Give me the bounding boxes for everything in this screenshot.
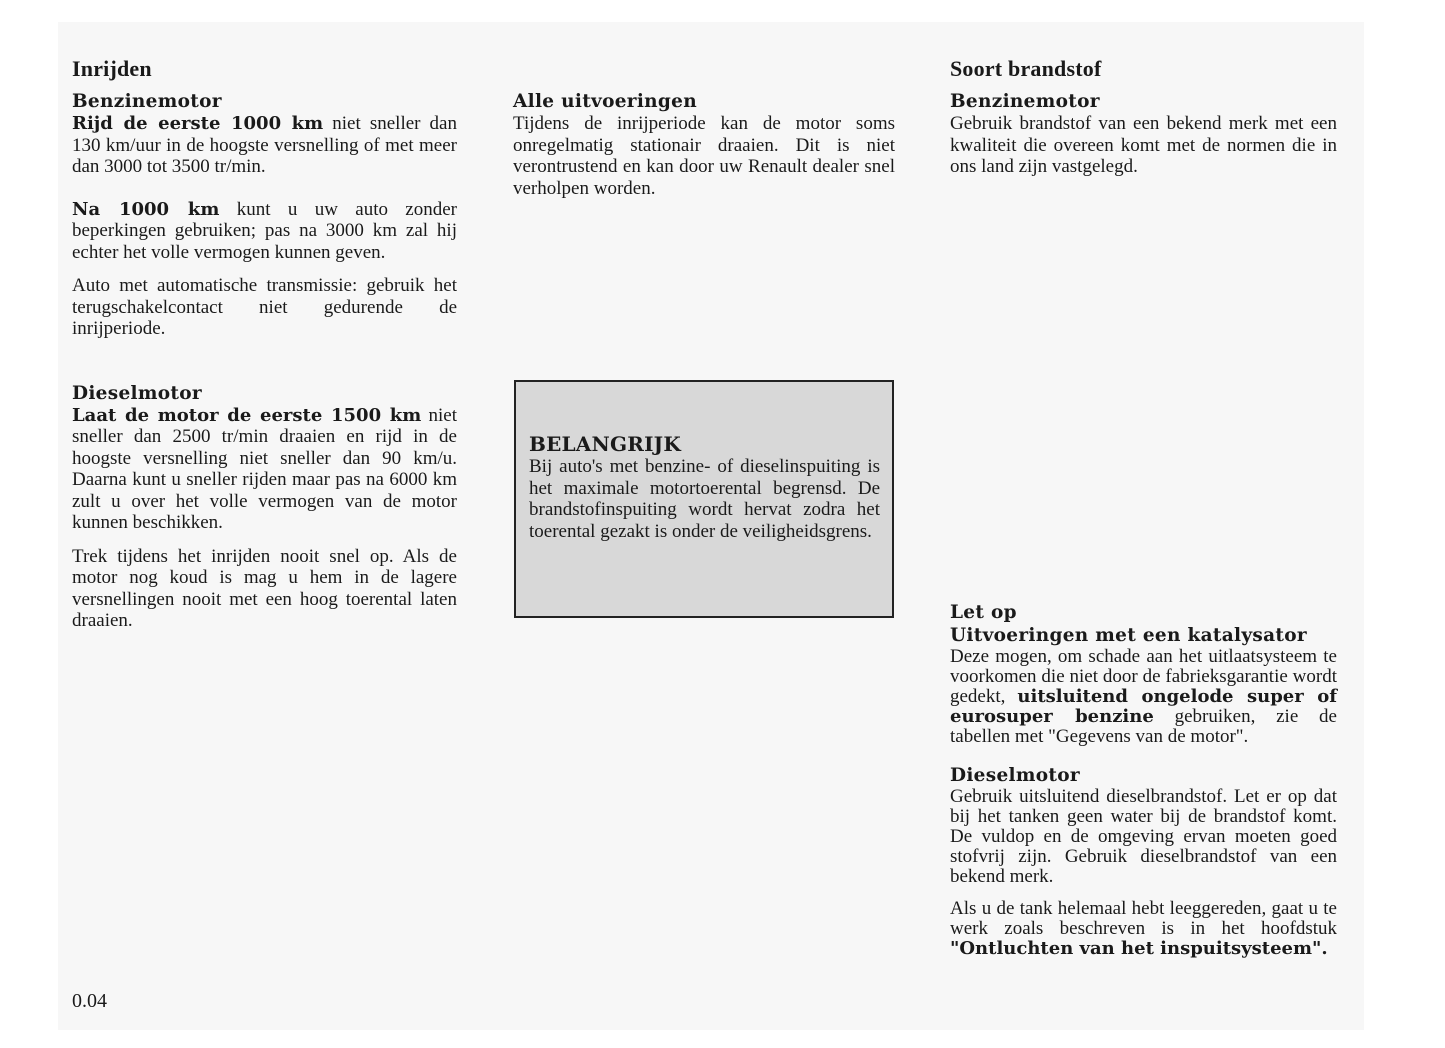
section-title-running-in: Inrijden	[72, 56, 152, 81]
catalyst-versions-heading: Uitvoeringen met een katalysator	[950, 625, 1307, 646]
paragraph-text: Deze mogen, om schade aan het uitlaatsysteem te voorkomen die niet door de fabrieksgarantie wordt gedekt,	[950, 646, 1337, 707]
petrol-running-in-paragraph	[72, 113, 457, 178]
diesel-running-in-paragraph	[72, 405, 457, 534]
all-versions-paragraph: Tijdens de inrijperiode kan de motor soms onregelmatig stationair draaien. Dit is niet verontrustend en kan door uw Renault dealer snel verholpen worden.	[513, 113, 895, 199]
middle-column	[513, 90, 895, 199]
right-column-bottom	[950, 601, 1337, 959]
important-note-text: Bij auto's met benzine- of dieselinspuiting is het maximale motortoerental begrensd. De brandstofinspuiting wordt hervat zodra het toerental gezakt is onder de veiligheidsgrens.	[529, 456, 880, 542]
diesel-fuel-paragraph: Gebruik uitsluitend dieselbrandstof. Let er op dat bij het tanken geen water bij de brandstof komt. De vuldop en de omgeving ervan moeten goed stofvrij zijn. Gebruik dieselbrandstof van een bekend merk.	[950, 786, 1337, 887]
right-column-top	[950, 56, 1337, 178]
petrol-engine-heading: Benzinemotor	[950, 91, 1100, 112]
all-versions-heading: Alle uitvoeringen	[513, 91, 697, 112]
after-1000km-paragraph	[72, 199, 457, 264]
diesel-engine-heading: Dieselmotor	[950, 765, 1080, 786]
important-note-box	[514, 380, 894, 618]
bold-phrase: Rijd de eerste 1000 km	[72, 113, 324, 134]
acceleration-warning-paragraph: Trek tijdens het inrijden nooit snel op. Als de motor nog koud is mag u hem in de lagere versnellingen nooit met een hoog toerental laten draaien.	[72, 545, 457, 631]
paragraph-text: niet sneller dan 130 km/uur in de hoogste versnelling of met meer dan 3000 tot 3500 tr/min.	[72, 113, 457, 177]
automatic-transmission-paragraph: Auto met automatische transmissie: gebruik het terugschakelcontact niet gedurende de inrijperiode.	[72, 275, 457, 339]
bold-phrase: Laat de motor de eerste 1500 km	[72, 404, 422, 426]
page-number: 0.04	[72, 990, 107, 1012]
catalyst-fuel-paragraph	[950, 647, 1337, 747]
bold-phrase: Na 1000 km	[72, 198, 220, 220]
section-title-fuel-type: Soort brandstof	[950, 56, 1102, 81]
paragraph-text: kunt u uw auto zonder beperkingen gebruiken; pas na 3000 km zal hij echter het volle vermogen kunnen geven.	[72, 198, 458, 263]
paragraph-text: Als u de tank helemaal hebt leeggereden, gaat u te werk zoals beschreven is in het hoofdstuk	[950, 898, 1337, 939]
bold-phrase: "Ontluchten van het inspuitsysteem".	[950, 938, 1328, 959]
paragraph-text: niet sneller dan 2500 tr/min draaien en rijd in de hoogste versnelling niet sneller dan 90 km/u. Daarna kunt u sneller rijden maar pas na 6000 km zult u over het volle vermogen van de motor kunnen beschikken.	[72, 404, 457, 533]
left-column	[72, 56, 457, 632]
attention-heading: Let op	[950, 602, 1017, 623]
petrol-engine-heading: Benzinemotor	[72, 91, 222, 112]
petrol-fuel-paragraph: Gebruik brandstof van een bekend merk met een kwaliteit die overeen komt met de normen die in ons land zijn vastgelegd.	[950, 113, 1337, 177]
paragraph-text: gebruiken, zie de tabellen met "Gegevens van de motor".	[950, 706, 1337, 747]
important-note-title: BELANGRIJK	[529, 432, 681, 456]
bold-phrase: uitsluitend ongelode super of eurosuper benzine	[950, 686, 1337, 727]
empty-tank-paragraph	[950, 899, 1337, 959]
diesel-engine-heading: Dieselmotor	[72, 382, 202, 404]
